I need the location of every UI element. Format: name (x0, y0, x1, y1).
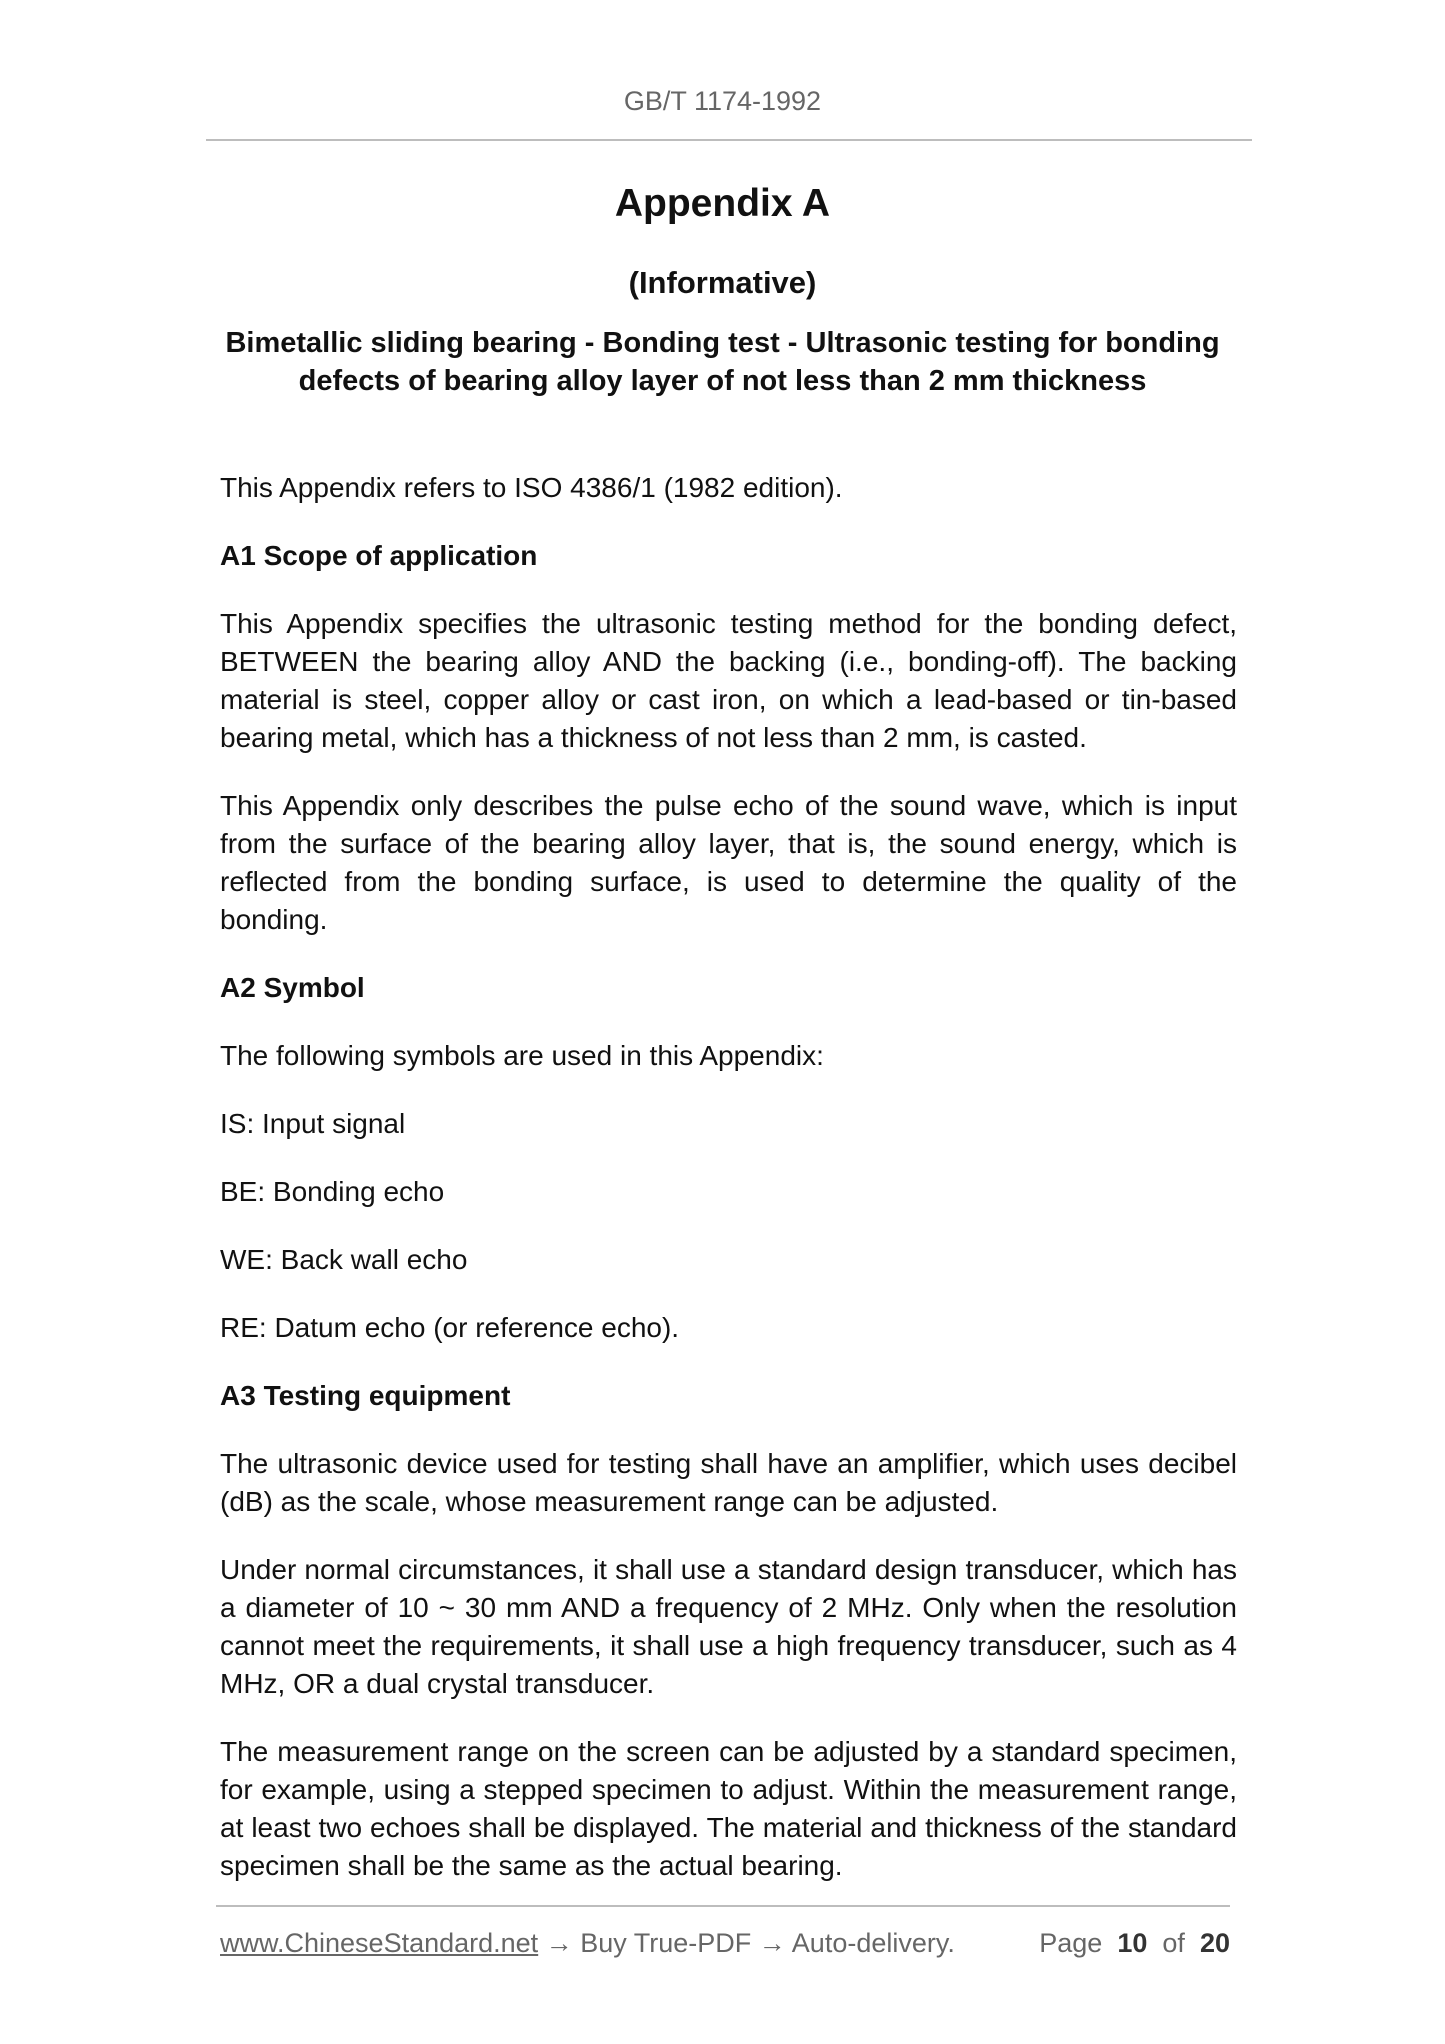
section-a1-paragraph-2: This Appendix only describes the pulse echo of the sound wave, which is input from the surface of the bearing alloy layer, that is, the sound energy, which is reflected from the bonding surface, is used to determine the quality of the bonding. (220, 790, 1237, 935)
footer (220, 1928, 1230, 1959)
buy-true-pdf-text: Buy True-PDF (580, 1928, 752, 1958)
section-a1-paragraph-1: This Appendix specifies the ultrasonic testing method for the bonding defect, BETWEEN the bearing alloy AND the backing (i.e., bonding-off). The backing material is steel, copper alloy or cast iron, on which a lead-based or tin-based bearing metal, which has a thickness of not less than 2 mm, is casted. (220, 608, 1237, 753)
section-a3-title: A3 Testing equipment (220, 1380, 511, 1411)
symbol-item-re: RE: Datum echo (or reference echo). (220, 1312, 680, 1343)
arrow-right-icon: → (545, 1928, 573, 1958)
page-of-label: of (1162, 1928, 1185, 1958)
appendix-title: Appendix A (614, 182, 831, 225)
section-a1-title: A1 Scope of application (220, 540, 538, 571)
page-indicator (1039, 1928, 1230, 1959)
total-page-number: 20 (1199, 1928, 1230, 1958)
page-label: Page (1039, 1928, 1103, 1958)
footer-divider (216, 1905, 1230, 1907)
symbol-item-be: BE: Bonding echo (220, 1176, 445, 1207)
document-number-header: GB/T 1174-1992 (623, 86, 822, 116)
section-a3-paragraph-2: Under normal circumstances, it shall use a standard design transducer, which has a diameter of 10 ~ 30 mm AND a frequency of 2 MHz. Only when the resolution cannot meet the requirements, it shall use a high frequency transducer, such as 4 MHz, OR a dual crystal transducer. (220, 1554, 1237, 1699)
header-divider (206, 139, 1252, 141)
section-a3-paragraph-1: The ultrasonic device used for testing shall have an amplifier, which uses decibel (dB) as the scale, whose measurement range can be adjusted. (220, 1448, 1237, 1517)
symbol-item-is: IS: Input signal (220, 1108, 406, 1139)
auto-delivery-text: Auto-delivery. (791, 1928, 955, 1958)
section-a2-title: A2 Symbol (220, 972, 365, 1003)
section-a3-paragraph-3: The measurement range on the screen can be adjusted by a standard specimen, for example, using a stepped specimen to adjust. Within the measurement range, at least two echoes shall be displayed. The material and thickness of the standard specimen shall be the same as the actual bearing. (220, 1736, 1237, 1881)
section-a2-intro: The following symbols are used in this Appendix: (220, 1040, 824, 1071)
symbol-item-we: WE: Back wall echo (220, 1244, 468, 1275)
appendix-subtitle: (Informative) (628, 265, 817, 300)
arrow-right-icon: → (758, 1928, 786, 1958)
website-link[interactable]: www.ChineseStandard.net (220, 1928, 539, 1958)
document-body (220, 469, 1237, 1915)
appendix-heading: Bimetallic sliding bearing - Bonding test - Ultrasonic testing for bonding defects of bearing alloy layer of not less than 2 mm thickness (225, 327, 1220, 397)
intro-paragraph: This Appendix refers to ISO 4386/1 (1982 edition). (220, 472, 843, 503)
current-page-number: 10 (1117, 1928, 1148, 1958)
